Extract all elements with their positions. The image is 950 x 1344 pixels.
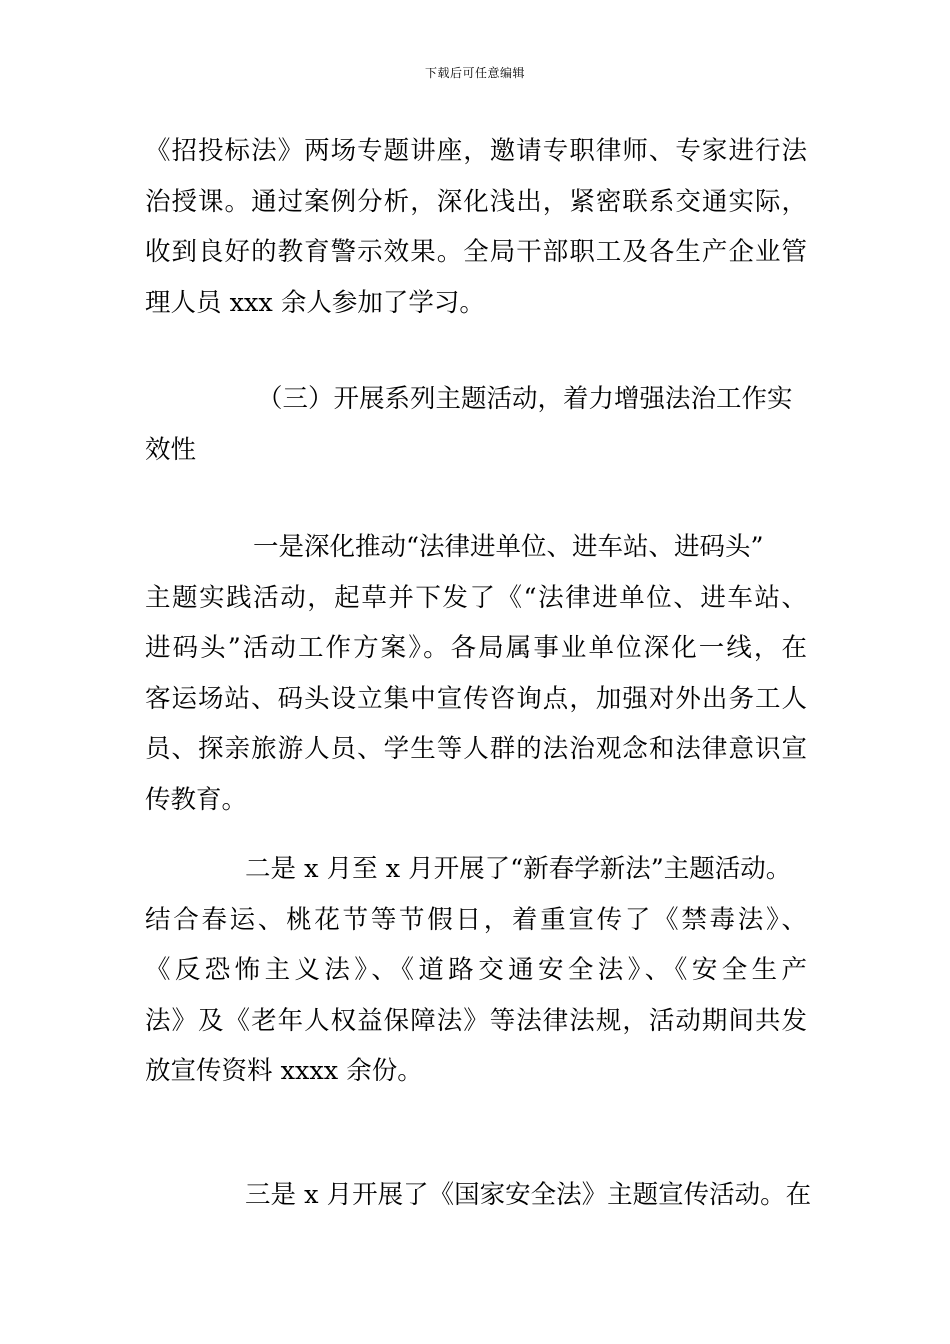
page-header: 下载后可任意编辑 bbox=[424, 66, 525, 80]
text-line: 《招投标法》两场专题讲座，邀请专职律师、专家进行法 bbox=[145, 136, 807, 166]
text-line: 收到良好的教育警示效果。全局干部职工及各生产企业管 bbox=[145, 237, 807, 267]
text-line: 主题实践活动，起草并下发了《“法律进单位、进车站、 bbox=[145, 582, 807, 613]
section-heading bbox=[145, 374, 807, 475]
text-line: 治授课。通过案例分析，深化浅出，紧密联系交通实际， bbox=[145, 186, 807, 217]
paragraph-1 bbox=[145, 126, 807, 328]
text-line: 员、探亲旅游人员、学生等人群的法治观念和法律意识宣 bbox=[145, 734, 807, 764]
text-line: 效性 bbox=[145, 434, 197, 465]
text-line: 客运场站、码头设立集中宣传咨询点，加强对外出务工人 bbox=[145, 683, 807, 714]
text-line: 理人员 xxx 余人参加了学习。 bbox=[145, 287, 485, 318]
text-line: 一是深化推动“法律进单位、进车站、进码头” bbox=[253, 532, 764, 562]
text-line: 《反恐怖主义法》、《道路交通安全法》、《安全生产 bbox=[145, 955, 807, 985]
text-line: （三）开展系列主题活动，着力增强法治工作实 bbox=[257, 384, 793, 414]
text-line: 结合春运、桃花节等节假日，着重宣传了《禁毒法》、 bbox=[145, 904, 807, 935]
text-line: 三是 x 月开展了《国家安全法》主题宣传活动。在 bbox=[245, 1180, 812, 1210]
paragraph-3 bbox=[145, 522, 807, 825]
paragraph-5 bbox=[145, 1170, 812, 1221]
text-line: 进码头”活动工作方案》。各局属事业单位深化一线，在 bbox=[145, 633, 807, 663]
text-line: 法》及《老年人权益保障法》等法律法规，活动期间共发 bbox=[145, 1005, 807, 1036]
text-line: 放宣传资料 xxxx 余份。 bbox=[145, 1056, 423, 1086]
text-line: 传教育。 bbox=[145, 784, 248, 815]
paragraph-4 bbox=[145, 844, 807, 1097]
text-line: 二是 x 月至 x 月开展了“新春学新法”主题活动。 bbox=[245, 854, 792, 884]
